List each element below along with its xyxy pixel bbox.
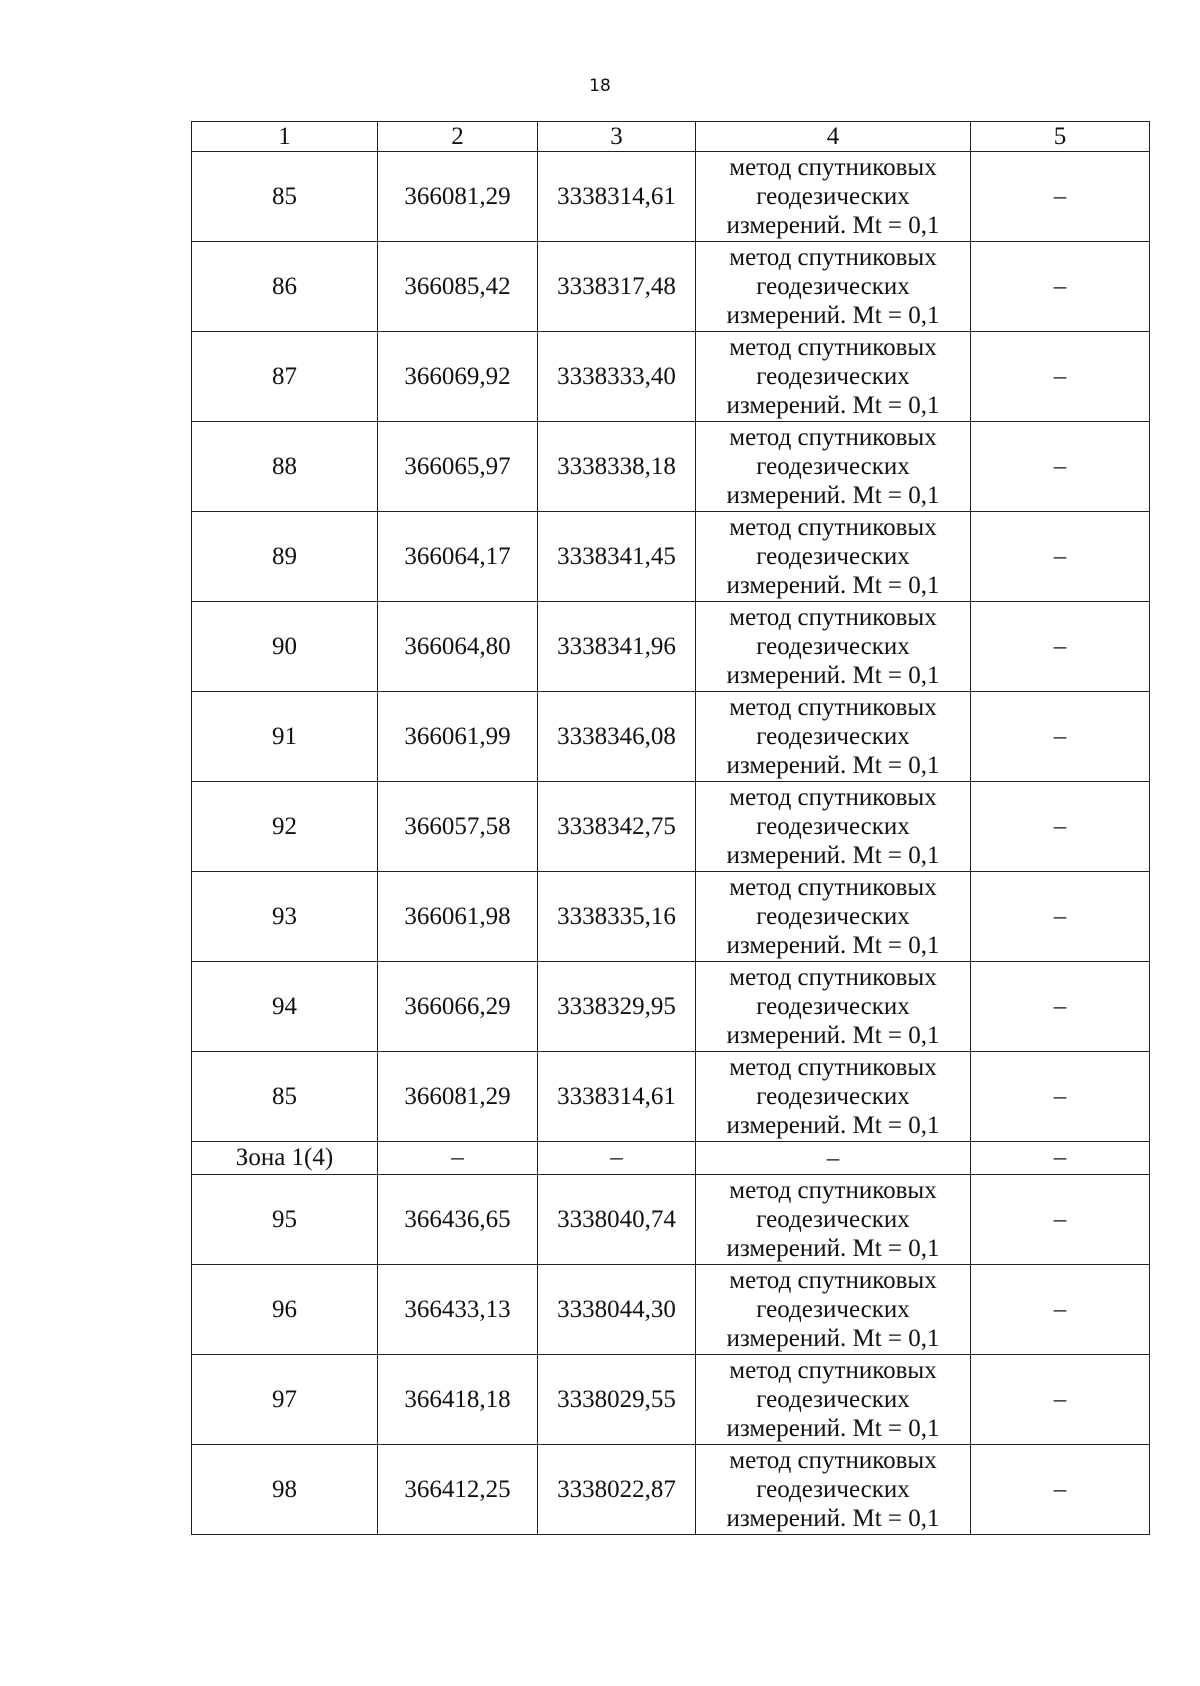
method-line: измерений. Mt = 0,1 [726, 932, 940, 959]
coordinate-y: 3338040,74 [538, 1175, 696, 1265]
coordinate-x: 366081,29 [378, 152, 538, 242]
method-line: метод спутниковых [729, 1357, 937, 1384]
note-cell: – [971, 692, 1150, 782]
method-line: метод спутниковых [729, 334, 937, 361]
point-number: 91 [192, 692, 378, 782]
point-number: 92 [192, 782, 378, 872]
point-number: 98 [192, 1445, 378, 1535]
header-col-5: 5 [971, 122, 1150, 152]
note-cell: – [971, 872, 1150, 962]
coordinate-x: 366069,92 [378, 332, 538, 422]
method-cell [696, 1175, 971, 1265]
method-line: измерений. Mt = 0,1 [726, 1415, 940, 1442]
coordinate-x: 366081,29 [378, 1052, 538, 1142]
header-col-3: 3 [538, 122, 696, 152]
method-line: геодезических [756, 273, 910, 300]
point-number: 97 [192, 1355, 378, 1445]
method-cell [696, 1265, 971, 1355]
coordinate-y: 3338317,48 [538, 242, 696, 332]
method-line: измерений. Mt = 0,1 [726, 842, 940, 869]
zone-label: Зона 1(4) [192, 1142, 378, 1175]
table-row [192, 422, 1150, 512]
method-line: геодезических [756, 723, 910, 750]
method-line: метод спутниковых [729, 424, 937, 451]
point-number: 89 [192, 512, 378, 602]
note-cell: – [971, 512, 1150, 602]
method-cell [696, 242, 971, 332]
table-row [192, 242, 1150, 332]
method-cell [696, 422, 971, 512]
method-line: геодезических [756, 1476, 910, 1503]
method-line: геодезических [756, 1083, 910, 1110]
method-line: метод спутниковых [729, 604, 937, 631]
method-line: геодезических [756, 1296, 910, 1323]
header-row [192, 122, 1150, 152]
method-line: измерений. Mt = 0,1 [726, 662, 940, 689]
note-cell: – [971, 962, 1150, 1052]
table-row [192, 1265, 1150, 1355]
method-line: метод спутниковых [729, 964, 937, 991]
method-line: метод спутниковых [729, 1267, 937, 1294]
header-col-4: 4 [696, 122, 971, 152]
coordinate-x: 366418,18 [378, 1355, 538, 1445]
note-cell: – [971, 1175, 1150, 1265]
method-line: измерений. Mt = 0,1 [726, 1235, 940, 1262]
coordinate-y: 3338022,87 [538, 1445, 696, 1535]
coordinate-y: 3338029,55 [538, 1355, 696, 1445]
table-row [192, 512, 1150, 602]
table-row [192, 692, 1150, 782]
method-line: геодезических [756, 453, 910, 480]
coordinate-y: 3338314,61 [538, 152, 696, 242]
note-cell: – [971, 152, 1150, 242]
note-cell: – [971, 1445, 1150, 1535]
point-number: 87 [192, 332, 378, 422]
method-line: метод спутниковых [729, 874, 937, 901]
method-line: измерений. Mt = 0,1 [726, 1325, 940, 1352]
table-row [192, 1175, 1150, 1265]
method-line: метод спутниковых [729, 1447, 937, 1474]
method-line: – [826, 1144, 840, 1172]
note-cell: – [971, 602, 1150, 692]
method-line: измерений. Mt = 0,1 [726, 392, 940, 419]
coordinate-y: 3338346,08 [538, 692, 696, 782]
table-row [192, 872, 1150, 962]
method-line: метод спутниковых [729, 1177, 937, 1204]
coordinate-x: 366065,97 [378, 422, 538, 512]
table-header [192, 122, 1150, 152]
method-line: геодезических [756, 1206, 910, 1233]
method-cell [696, 602, 971, 692]
point-number: 90 [192, 602, 378, 692]
header-col-1: 1 [192, 122, 378, 152]
coordinate-x: 366064,80 [378, 602, 538, 692]
coordinate-x: – [378, 1142, 538, 1175]
coordinate-y: 3338341,96 [538, 602, 696, 692]
method-cell [696, 1142, 971, 1175]
table-body [192, 152, 1150, 1535]
note-cell: – [971, 1265, 1150, 1355]
method-cell [696, 152, 971, 242]
method-line: измерений. Mt = 0,1 [726, 1022, 940, 1049]
point-number: 94 [192, 962, 378, 1052]
point-number: 86 [192, 242, 378, 332]
coordinate-x: 366064,17 [378, 512, 538, 602]
coordinates-table [191, 121, 1150, 1535]
method-line: измерений. Mt = 0,1 [726, 482, 940, 509]
note-cell: – [971, 242, 1150, 332]
method-line: измерений. Mt = 0,1 [726, 572, 940, 599]
method-line: геодезических [756, 633, 910, 660]
coordinate-y: – [538, 1142, 696, 1175]
coordinate-y: 3338335,16 [538, 872, 696, 962]
coordinate-x: 366412,25 [378, 1445, 538, 1535]
method-cell [696, 692, 971, 782]
table-row [192, 602, 1150, 692]
table-row [192, 782, 1150, 872]
method-line: метод спутниковых [729, 784, 937, 811]
coordinate-x: 366057,58 [378, 782, 538, 872]
method-line: геодезических [756, 813, 910, 840]
method-line: измерений. Mt = 0,1 [726, 1112, 940, 1139]
method-cell [696, 782, 971, 872]
coordinate-y: 3338333,40 [538, 332, 696, 422]
method-line: измерений. Mt = 0,1 [726, 212, 940, 239]
method-line: метод спутниковых [729, 514, 937, 541]
method-cell [696, 1052, 971, 1142]
method-line: метод спутниковых [729, 154, 937, 181]
coordinate-x: 366436,65 [378, 1175, 538, 1265]
method-cell [696, 962, 971, 1052]
method-line: геодезических [756, 903, 910, 930]
point-number: 85 [192, 152, 378, 242]
table-row [192, 152, 1150, 242]
header-col-2: 2 [378, 122, 538, 152]
note-cell: – [971, 1142, 1150, 1175]
point-number: 93 [192, 872, 378, 962]
method-line: геодезических [756, 1386, 910, 1413]
note-cell: – [971, 782, 1150, 872]
table-row [192, 1445, 1150, 1535]
coordinate-x: 366061,98 [378, 872, 538, 962]
note-cell: – [971, 1052, 1150, 1142]
coordinate-y: 3338338,18 [538, 422, 696, 512]
table-row [192, 1052, 1150, 1142]
method-line: геодезических [756, 363, 910, 390]
method-cell [696, 332, 971, 422]
coordinate-y: 3338044,30 [538, 1265, 696, 1355]
page-number: 18 [589, 76, 611, 96]
coordinate-y: 3338314,61 [538, 1052, 696, 1142]
method-line: метод спутниковых [729, 1054, 937, 1081]
note-cell: – [971, 422, 1150, 512]
method-line: измерений. Mt = 0,1 [726, 1505, 940, 1532]
method-line: метод спутниковых [729, 694, 937, 721]
method-line: метод спутниковых [729, 244, 937, 271]
table-row [192, 332, 1150, 422]
table-row [192, 962, 1150, 1052]
coordinate-x: 366433,13 [378, 1265, 538, 1355]
method-cell [696, 872, 971, 962]
method-line: измерений. Mt = 0,1 [726, 752, 940, 779]
coordinate-x: 366085,42 [378, 242, 538, 332]
note-cell: – [971, 332, 1150, 422]
point-number: 88 [192, 422, 378, 512]
zone-row [192, 1142, 1150, 1175]
coordinate-x: 366061,99 [378, 692, 538, 782]
method-line: геодезических [756, 993, 910, 1020]
method-line: геодезических [756, 543, 910, 570]
coordinate-y: 3338341,45 [538, 512, 696, 602]
method-line: измерений. Mt = 0,1 [726, 302, 940, 329]
method-cell [696, 1445, 971, 1535]
point-number: 85 [192, 1052, 378, 1142]
method-line: геодезических [756, 183, 910, 210]
coordinate-x: 366066,29 [378, 962, 538, 1052]
method-cell [696, 512, 971, 602]
note-cell: – [971, 1355, 1150, 1445]
coordinate-y: 3338342,75 [538, 782, 696, 872]
coordinate-y: 3338329,95 [538, 962, 696, 1052]
method-cell [696, 1355, 971, 1445]
table-row [192, 1355, 1150, 1445]
point-number: 96 [192, 1265, 378, 1355]
point-number: 95 [192, 1175, 378, 1265]
